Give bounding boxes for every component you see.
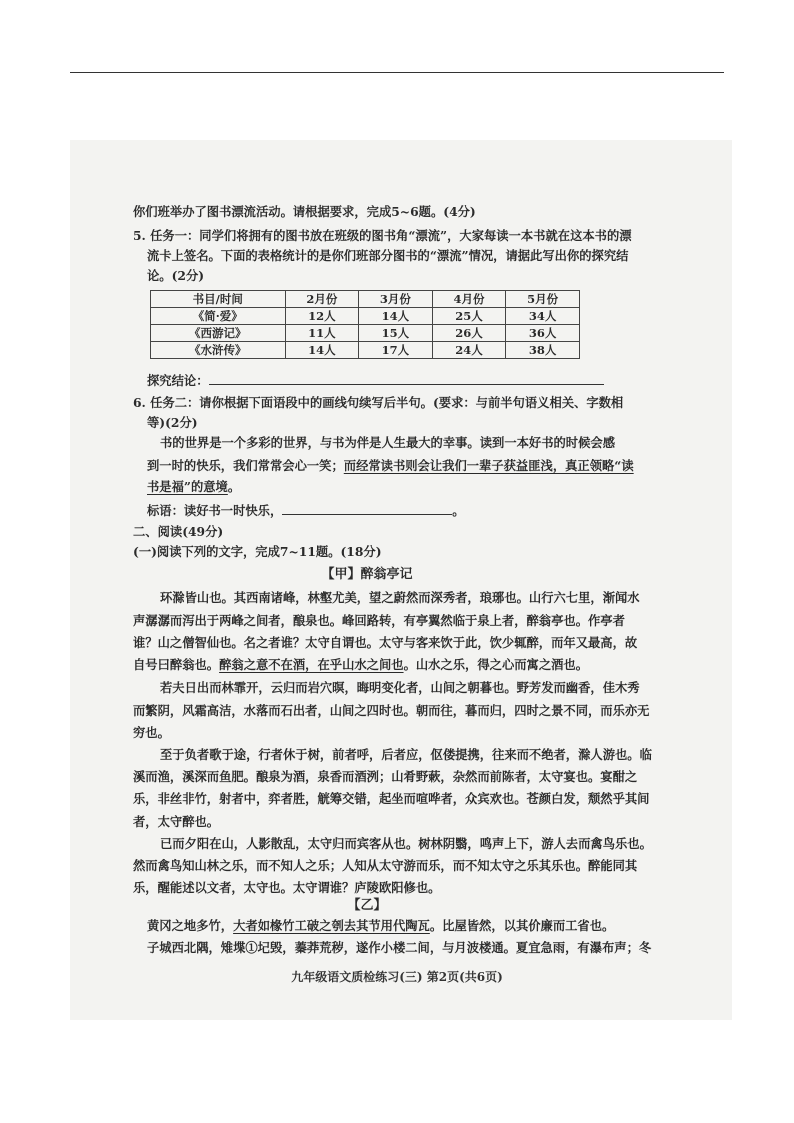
table-cell: 24人 [432, 342, 506, 359]
table-cell: 11人 [285, 325, 359, 342]
text-segment: 乐，非丝非竹，射者中，弈者胜，觥筹交错，起坐而喧哗者，众宾欢也。苍颜白发，颓然乎其间 [133, 791, 650, 806]
slogan-row [147, 502, 615, 519]
passage-line [133, 725, 601, 741]
text-segment: 乐，醒能述以文者，太守也。太守谓谁？庐陵欧阳修也。 [133, 880, 441, 895]
text-segment: 谁？山之僧智仙也。名之者谁？太守自谓也。太守与客来饮于此，饮少辄醉，而年又最高，故 [133, 635, 638, 650]
page-footer: 九年级语文质检练习(三) 第2页(共6页) [291, 970, 503, 984]
text-segment: 黄冈之地多竹， [147, 918, 234, 933]
text-segment: 书的世界是一个多彩的世界，与书为伴是人生最大的幸事。读到一本好书的时候会感 [160, 435, 615, 450]
text-segment: 然而禽鸟知山林之乐，而不知人之乐；人知从太守游而乐，而不知太守之乐其乐也。醉能同其 [133, 858, 638, 873]
table-cell: 15人 [359, 325, 433, 342]
text-segment: 而繁阴，风霜高洁，水落而石出者，山间之四时也。朝而往，暮而归，四时之景不同，而乐亦无 [133, 703, 650, 718]
passage-line [133, 814, 601, 830]
q6-line: 6. 任务二：请你根据下面语段中的画线句续写后半句。(要求：与前半句语义相关、字数相 [133, 395, 624, 410]
passage-line [133, 880, 601, 896]
text-segment: 溪而渔，溪深而鱼肥。酿泉为酒，泉香而酒洌；山肴野蔌，杂然而前陈者，太守宴也。宴酣之 [133, 769, 638, 784]
slogan-answer-blank[interactable] [282, 502, 452, 515]
text-segment: 声潺潺而泻出于两峰之间者，酿泉也。峰回路转，有亭翼然临于泉上者，醉翁亭也。作亭者 [133, 613, 625, 628]
passage-line [133, 791, 650, 807]
book-drift-table [150, 290, 580, 359]
table-row [151, 342, 580, 359]
table-cell: 14人 [285, 342, 359, 359]
table-cell: 25人 [432, 308, 506, 325]
table-cell: 《简·爱》 [151, 308, 286, 325]
table-cell: 17人 [359, 342, 433, 359]
conclusion-label: 探究结论： [147, 373, 209, 388]
part-heading: (一)阅读下列的文字，完成7~11题。(18分) [133, 544, 382, 559]
table-header: 5月份 [506, 291, 580, 308]
table-cell: 38人 [506, 342, 580, 359]
underlined-text: 大者如椽竹工破之刳去其节用代陶瓦 [233, 918, 430, 933]
conclusion-row [147, 372, 615, 389]
table-cell: 34人 [506, 308, 580, 325]
table-row [151, 308, 580, 325]
passage-line [133, 703, 650, 719]
text-segment: 自号曰醉翁也。 [133, 657, 220, 672]
passage-line [133, 858, 638, 874]
underlined-text: 醉翁之意不在酒，在乎山水之间也 [219, 657, 404, 672]
q6-line: 等)(2分) [147, 415, 198, 430]
passage-line [160, 836, 652, 852]
text-segment: 穷也。 [133, 725, 170, 740]
underlined-text: 而经常读书则会让我们一辈子获益匪浅，真正领略“读 [343, 458, 634, 473]
text-segment: 已而夕阳在山，人影散乱，太守归而宾客从也。树林阴翳，鸣声上下，游人去而禽鸟乐也。 [160, 836, 652, 851]
text-segment: 到一时的快乐，我们常常会心一笑； [147, 458, 344, 473]
passage-line [133, 657, 601, 673]
conclusion-answer-blank[interactable] [209, 372, 604, 385]
table-cell: 《西游记》 [151, 325, 286, 342]
table-cell: 14人 [359, 308, 433, 325]
table-header-row [151, 291, 580, 308]
passage-line [160, 435, 615, 451]
passage-line [160, 680, 640, 696]
passage-line [133, 635, 638, 651]
text-segment: 者，太守醉也。 [133, 814, 220, 829]
section-heading: 二、阅读(49分) [133, 524, 224, 539]
slogan-end: 。 [452, 503, 465, 518]
text-segment: 若夫日出而林霏开，云归而岩穴暝，晦明变化者，山间之朝暮也。野芳发而幽香，佳木秀 [160, 680, 640, 695]
passage-line [147, 479, 601, 495]
table-header: 2月份 [285, 291, 359, 308]
jia-title: 【甲】醉翁亭记 [321, 567, 413, 582]
table-cell: 《水浒传》 [151, 342, 286, 359]
table-cell: 36人 [506, 325, 580, 342]
underlined-text: 书是福”的意境 [147, 479, 228, 494]
passage-line [160, 747, 652, 763]
table-cell: 26人 [432, 325, 506, 342]
text-segment: 子城西北隅，雉堞①圮毁，蓁莽荒秽，遂作小楼二间，与月波楼通。夏宜急雨，有瀑布声；冬 [147, 940, 652, 955]
passage-line [160, 590, 640, 606]
q5-line: 流卡上签名。下面的表格统计的是你们班部分图书的“漂流”情况，请据此写出你的探究结 [147, 248, 629, 263]
table-row [151, 325, 580, 342]
table-cell: 12人 [285, 308, 359, 325]
text-segment: 。 [227, 479, 241, 494]
text-segment: 至于负者歌于途，行者休于树，前者呼，后者应，伛偻提携，往来而不绝者，滁人游也。临 [160, 747, 652, 762]
yi-title: 【乙】 [347, 898, 387, 913]
text-segment: 环滁皆山也。其西南诸峰，林壑尤美，望之蔚然而深秀者，琅琊也。山行六七里，渐闻水 [160, 590, 640, 605]
text-segment: 。山水之乐，得之心而寓之酒也。 [403, 657, 589, 672]
header-rule [70, 72, 724, 73]
text-segment: 。比屋皆然，以其价廉而工省也。 [429, 918, 615, 933]
q5-line: 论。(2分) [147, 268, 205, 283]
passage-line [147, 458, 634, 474]
passage-line [147, 918, 615, 934]
table-header: 4月份 [432, 291, 506, 308]
intro-text: 你们班举办了图书漂流活动。请根据要求，完成5~6题。(4分) [133, 204, 476, 219]
slogan-label: 标语：读好书一时快乐， [147, 503, 283, 518]
table-header: 书目/时间 [151, 291, 286, 308]
q5-line: 5. 任务一：同学们将拥有的图书放在班级的图书角“漂流”，大家每读一本书就在这本书的漂 [133, 228, 632, 243]
table-header: 3月份 [359, 291, 433, 308]
passage-line [133, 613, 625, 629]
passage-line [147, 940, 652, 956]
passage-line [133, 769, 638, 785]
